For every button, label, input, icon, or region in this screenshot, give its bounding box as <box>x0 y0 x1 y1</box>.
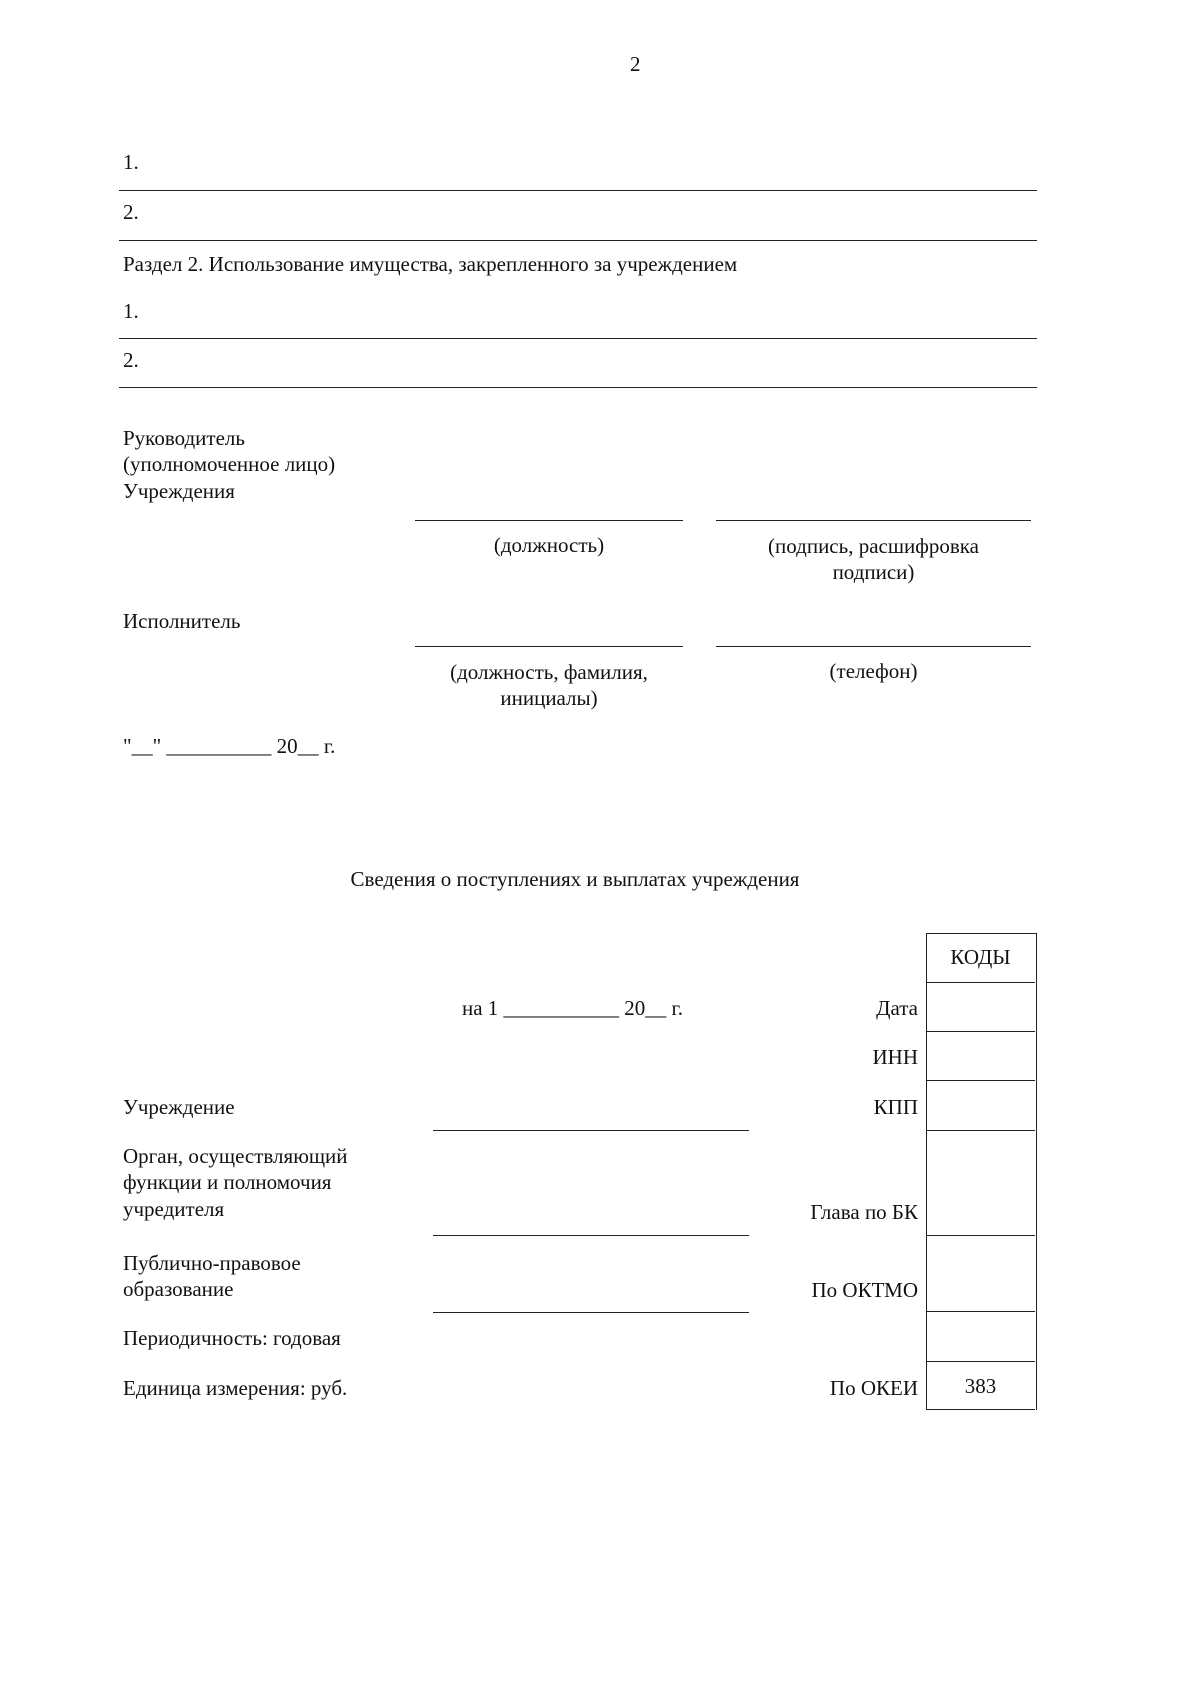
executor-caption-line-1: (должность, фамилия, <box>450 660 648 684</box>
public-entity-label-line-2: образование <box>123 1277 234 1302</box>
phone-caption: (телефон) <box>829 659 918 683</box>
position-caption: (должность) <box>493 533 605 557</box>
section1-line-1 <box>119 190 1037 191</box>
codes-header-cell <box>926 933 1035 983</box>
section2-title: Раздел 2. Использование имущества, закрепленного за учреждением <box>123 252 738 276</box>
organ-label-line-2: функции и полномочия <box>123 1170 332 1195</box>
code-cell-inn <box>926 1032 1035 1081</box>
section2-item-2: 2. <box>123 348 139 372</box>
report-title: Сведения о поступлениях и выплатах учреждения <box>350 867 800 891</box>
code-label-kpp: КПП <box>873 1095 918 1119</box>
organ-label-line-3: учредителя <box>123 1196 225 1221</box>
code-label-inn: ИНН <box>872 1045 918 1069</box>
executor-caption <box>415 659 683 712</box>
institution-line <box>433 1130 749 1131</box>
head-label-line-3: Учреждения <box>123 478 235 503</box>
institution-label: Учреждение <box>123 1095 235 1119</box>
section1-item-2: 2. <box>123 200 139 224</box>
code-label-oktmo: По ОКТМО <box>811 1278 918 1302</box>
signature-caption-line-2: подписи) <box>832 560 915 585</box>
code-cell-okei <box>926 1362 1035 1410</box>
report-date-line: на 1 ___________ 20__ г. <box>462 996 684 1020</box>
public-entity-label <box>123 1250 301 1303</box>
code-cell-oktmo <box>926 1236 1035 1312</box>
section2-line-2 <box>119 387 1037 388</box>
codes-header: КОДЫ <box>950 945 1011 969</box>
code-cell-date <box>926 983 1035 1032</box>
executor-position-line <box>415 646 683 647</box>
okei-value: 383 <box>964 1374 997 1398</box>
section1-item-1: 1. <box>123 150 139 174</box>
signature-caption <box>716 533 1031 586</box>
code-label-date: Дата <box>876 996 918 1020</box>
phone-line <box>716 646 1031 647</box>
executor-caption-line-2: инициалы) <box>500 686 598 711</box>
public-entity-line <box>433 1312 749 1313</box>
code-label-okei: По ОКЕИ <box>829 1376 918 1400</box>
position-line <box>415 520 683 521</box>
section1-line-2 <box>119 240 1037 241</box>
signature-date-line: "__" __________ 20__ г. <box>123 734 336 758</box>
head-label-line-1: Руководитель <box>123 426 245 450</box>
executor-label: Исполнитель <box>123 609 241 633</box>
code-cell-glava <box>926 1131 1035 1236</box>
signature-line <box>716 520 1031 521</box>
page-number: 2 <box>630 52 641 76</box>
unit-label: Единица измерения: руб. <box>123 1376 348 1400</box>
code-cell-blank <box>926 1312 1035 1362</box>
organ-label-line-1: Орган, осуществляющий <box>123 1144 348 1168</box>
periodicity-label: Периодичность: годовая <box>123 1326 341 1350</box>
code-cell-kpp <box>926 1081 1035 1131</box>
public-entity-label-line-1: Публично-правовое <box>123 1251 301 1275</box>
code-label-glava: Глава по БК <box>810 1200 918 1224</box>
section2-line-1 <box>119 338 1037 339</box>
head-label <box>123 425 335 504</box>
signature-caption-line-1: (подпись, расшифровка <box>768 534 979 558</box>
organ-label <box>123 1143 348 1222</box>
organ-line <box>433 1235 749 1236</box>
head-label-line-2: (уполномоченное лицо) <box>123 452 336 477</box>
section2-item-1: 1. <box>123 299 139 323</box>
